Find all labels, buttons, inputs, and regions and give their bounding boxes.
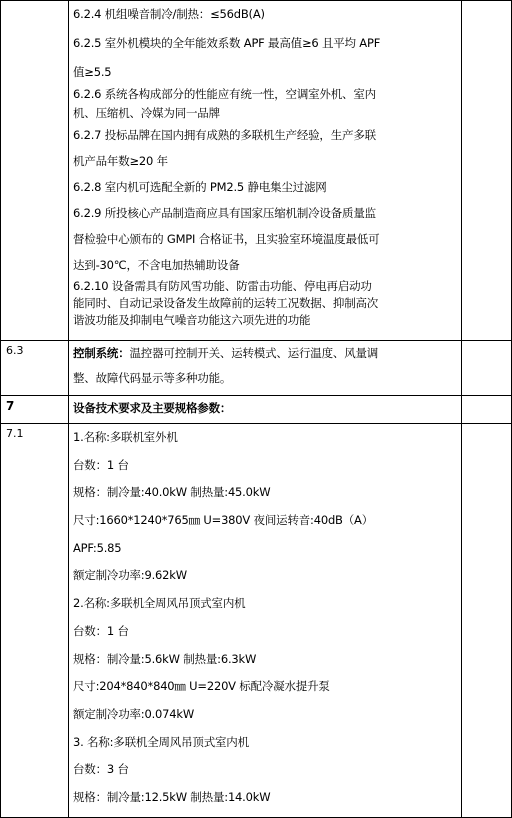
text-line: 6.2.10 设备需具有防风雪功能、防雷击功能、停电再启动功 [73, 279, 372, 293]
text-line: 尺寸:204*840*840㎜ U=220V 标配冷凝水提升泵 [73, 679, 330, 694]
text-line: 规格：制冷量:5.6kW 制热量:6.3kW [73, 651, 257, 666]
text-line: 额定制冷功率:0.074kW [73, 706, 195, 721]
text-line: 台数：3 台 [73, 762, 129, 777]
text-line: 6.2.9 所投核心产品制造商应具有国家压缩机制冷设备质量监 [73, 206, 376, 220]
text-line: APF:5.85 [73, 540, 122, 555]
text-line [73, 341, 459, 366]
text-line: 规格：制冷量:40.0kW 制热量:45.0kW [73, 485, 271, 500]
text-line: 能同时、自动记录设备发生故障前的运转工况数据、抑制高次 [73, 296, 379, 310]
item-number: 7 [1, 396, 69, 424]
table-row [1, 341, 512, 396]
table-row [1, 424, 512, 818]
text-line: 6.2.6 系统各构成部分的性能应有统一性，空调室外机、室内 [73, 87, 376, 101]
text-line: 值≥5.5 [73, 65, 112, 79]
blank-cell [462, 424, 512, 818]
text-line: 谐波功能及抑制电气噪音功能这六项先进的功能 [73, 313, 311, 327]
text-line: 督检验中心颁布的 GMPI 合格证书，且实验室环境温度最低可 [73, 232, 380, 246]
section-heading: 设备技术要求及主要规格参数： [73, 401, 232, 415]
text-line: 整、故障代码显示等多种功能。 [73, 371, 232, 385]
text-line: 台数：1 台 [73, 457, 129, 472]
text-line: 1.名称:多联机室外机 [73, 430, 178, 444]
blank-cell [462, 341, 512, 396]
text-line: 6.2.4 机组噪音制冷/制热：≤56dB(A) [73, 7, 265, 21]
table-row [1, 1, 512, 341]
text-line: 规格：制冷量:12.5kW 制热量:14.0kW [73, 789, 271, 804]
text-line: 机产品年数≥20 年 [73, 154, 168, 168]
item-content [69, 396, 462, 424]
item-number: 7.1 [1, 424, 69, 818]
blank-cell [462, 1, 512, 341]
text-line: 台数：1 台 [73, 623, 129, 638]
blank-cell [462, 396, 512, 424]
text-line: 6.2.8 室内机可选配全新的 PM2.5 静电集尘过滤网 [73, 180, 327, 194]
text-line: 达到-30℃，不含电加热辅助设备 [73, 258, 240, 272]
item-number [1, 1, 69, 341]
text-line: 2.名称:多联机全周风吊顶式室内机 [73, 596, 246, 611]
item-content [69, 1, 462, 341]
item-content [69, 424, 462, 818]
item-content [69, 341, 462, 396]
text-line: 3. 名称:多联机全周风吊顶式室内机 [73, 734, 249, 749]
text-line: 6.2.5 室外机模块的全年能效系数 APF 最高值≥6 且平均 APF [73, 36, 381, 50]
text-line: 额定制冷功率:9.62kW [73, 568, 187, 583]
table-row [1, 396, 512, 424]
text-span: 温控器可控制开关、运转模式、运行温度、风量调 [129, 346, 379, 360]
text-line: 机、压缩机、冷媒为同一品牌 [73, 106, 220, 120]
text-line: 尺寸:1660*1240*765㎜ U=380V 夜间运转音:40dB（A） [73, 513, 374, 528]
item-number: 6.3 [1, 341, 69, 396]
section-lead: 控制系统： [73, 346, 130, 360]
text-line: 6.2.7 投标品牌在国内拥有成熟的多联机生产经验，生产多联 [73, 128, 376, 142]
